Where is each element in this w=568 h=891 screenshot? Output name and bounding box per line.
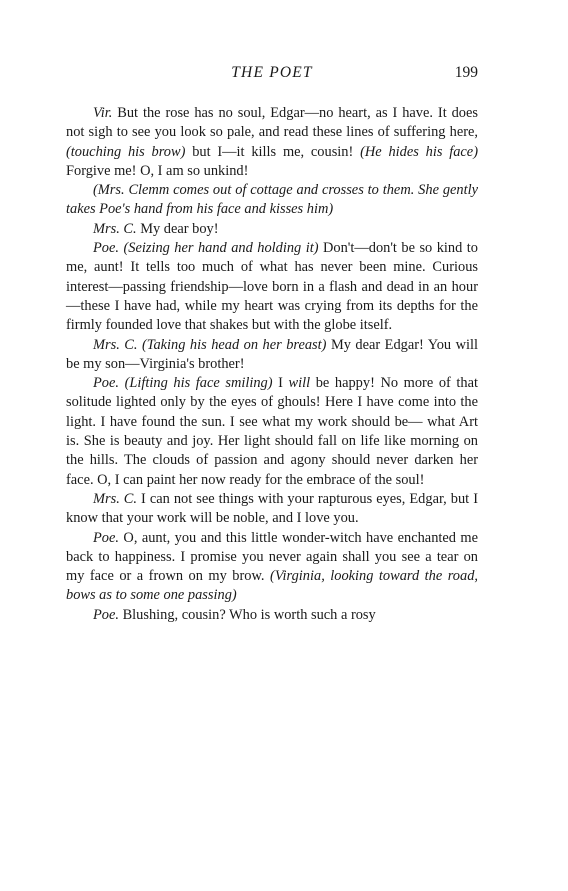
stage-direction: (Virginia, looking toward the road, bows as to some one passing) (66, 568, 478, 604)
stage-direction: (He hides his face) (360, 143, 478, 160)
dialogue-paragraph (66, 529, 478, 606)
dialogue-paragraph (66, 606, 478, 625)
body-text (66, 104, 478, 625)
dialogue-paragraph (66, 490, 478, 529)
speaker-name: Poe. (93, 529, 119, 546)
speaker-name: Mrs. C. (93, 220, 137, 237)
dialogue-paragraph (66, 104, 478, 181)
stage-direction: (Taking his head on her breast) (141, 336, 327, 353)
stage-direction-paragraph (66, 181, 478, 220)
speaker-name: Poe. (93, 606, 119, 623)
speaker-name: Mrs. C. (93, 490, 138, 507)
emphasis: will (288, 375, 311, 392)
stage-direction: (Lifting his face smiling) (124, 375, 273, 392)
dialogue-text: but I—it kills me, cousin! (185, 143, 361, 160)
stage-direction: (Mrs. Clemm comes out of cottage and crosses to them. She gently takes Poe's hand from his face and kisses him) (66, 182, 478, 218)
speaker-name: Mrs. C. (93, 336, 138, 353)
dialogue-text: My dear Edgar! You will be my son—Virginia's brother! (66, 336, 478, 372)
dialogue-paragraph (66, 220, 478, 239)
dialogue-paragraph (66, 239, 478, 335)
dialogue-text: Don't—don't be so kind to me, aunt! It tells too much of what has never been mine. Curious interest—passing friendship—love born in a flash and dead in an hour—these I have had, while my heart was crying from its depths for the firmly founded love that shakes but with the globe itself. (66, 240, 478, 334)
speaker-name: Vir. (93, 105, 113, 121)
stage-direction: (touching his brow) (66, 143, 186, 160)
dialogue-text: be happy! No more of that solitude lighted only by the eyes of ghouls! Here I have come into the light. I have found the sun. I see what my work should be— what Art is. She is beauty and joy. Her light should fall on life like morning on the hills. The clouds of passion and agony should never darken her face. O, I can paint her now ready for the embrace of the soul! (66, 375, 478, 488)
page-number: 199 (454, 64, 478, 81)
dialogue-text: Forgive me! O, I am so unkind! (66, 162, 249, 179)
dialogue-text: But the rose has no soul, Edgar—no heart, as I have. It does not sigh to see you look so pale, and read these lines of suffering here, (66, 105, 478, 141)
dialogue-text: I (272, 375, 289, 392)
speaker-name: Poe. (93, 240, 119, 257)
stage-direction: (Seizing her hand and holding it) (123, 240, 319, 257)
dialogue-text: Blushing, cousin? Who is worth such a rosy (118, 606, 376, 623)
running-head (66, 64, 478, 84)
dialogue-text: I can not see things with your rapturous eyes, Edgar, but I know that your work will be noble, and I love you. (66, 490, 478, 527)
dialogue-paragraph (66, 336, 478, 375)
dialogue-text: My dear boy! (136, 220, 219, 237)
dialogue-paragraph (66, 374, 478, 490)
speaker-name: Poe. (93, 375, 119, 392)
running-title: THE POET (231, 64, 313, 81)
dialogue-text: O, aunt, you and this little wonder-witch have enchanted me back to happiness. I promise you never again shall you see a tear on my face or a frown on my brow. (66, 529, 478, 585)
